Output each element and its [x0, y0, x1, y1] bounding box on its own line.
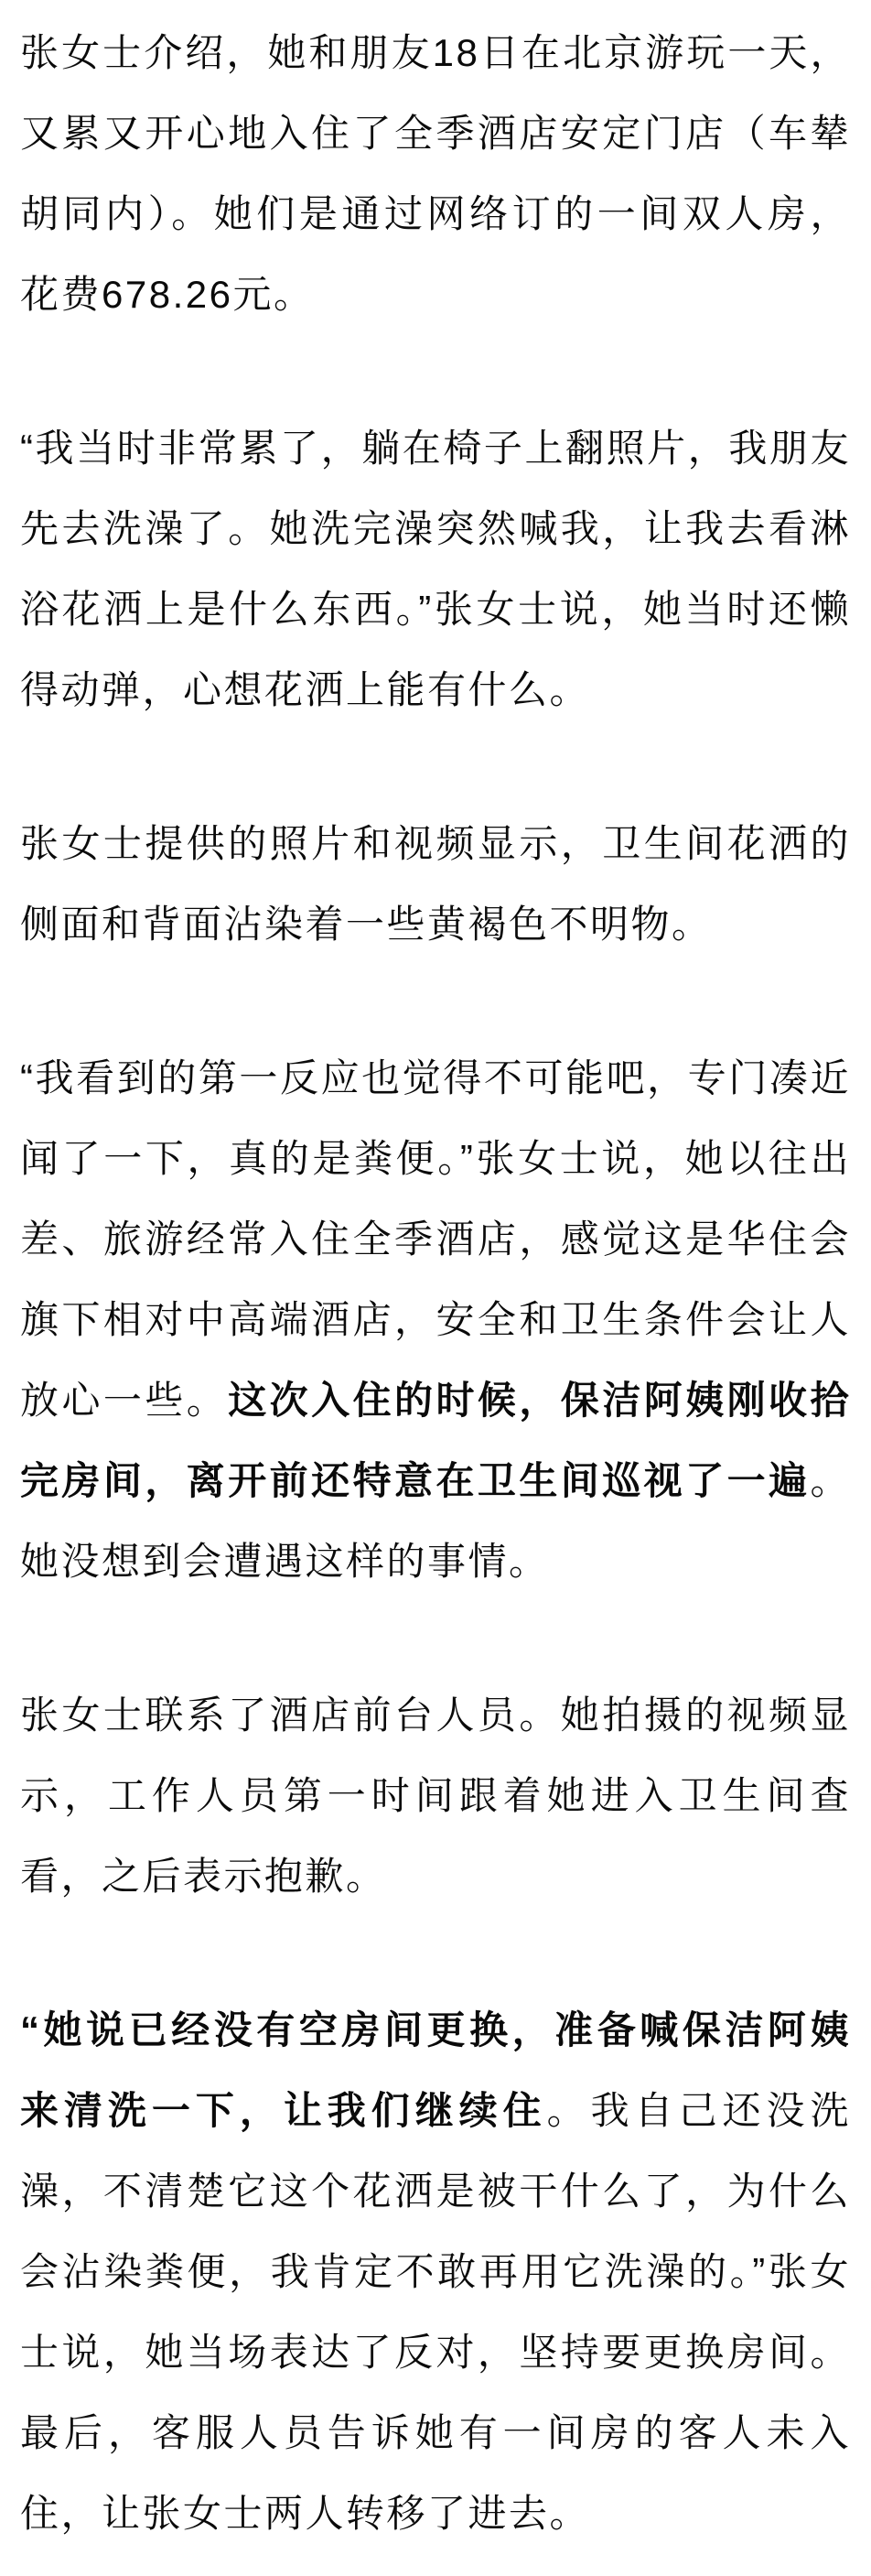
paragraph — [20, 1990, 851, 2554]
paragraph — [20, 13, 851, 335]
text-run: 张女士提供的照片和视频显示，卫生间花洒的侧面和背面沾染着一些黄褐色不明物。 — [20, 822, 851, 946]
text-run: 张女士联系了酒店前台人员。她拍摄的视频显示，工作人员第一时间跟着她进入卫生间查看，之后表示抱歉。 — [20, 1694, 851, 1898]
text-run: “我当时非常累了，躺在椅子上翻照片，我朋友先去洗澡了。她洗完澡突然喊我，让我去看淋浴花洒上是什么东西。”张女士说，她当时还懒得动弹，心想花洒上能有什么。 — [20, 427, 851, 711]
paragraph — [20, 1675, 851, 1917]
paragraph — [20, 408, 851, 731]
bold-text-run: “她说已经没有空房间更换，准备喊保洁阿姨来清洗一下，让我们继续住 — [20, 2008, 851, 2132]
text-run: 。我自己还没洗澡，不清楚它这个花洒是被干什么了，为什么会沾染粪便，我肯定不敢再用它洗澡的。”张女士说，她当场表达了反对，坚持要更换房间。最后，客服人员告诉她有一间房的客人未入住，让张女士两人转移了进去。 — [20, 2089, 851, 2535]
paragraph — [20, 804, 851, 965]
text-run: 。她没想到会遭遇这样的事情。 — [20, 1459, 851, 1583]
text-run: 张女士介绍，她和朋友18日在北京游玩一天，又累又开心地入住了全季酒店安定门店（车辇胡同内）。她们是通过网络订的一间双人房，花费678.26元。 — [20, 31, 851, 316]
paragraph — [20, 1038, 851, 1602]
bold-text-run: 这次入住的时候，保洁阿姨刚收拾完房间，离开前还特意在卫生间巡视了一遍 — [20, 1379, 851, 1502]
text-run: “我看到的第一反应也觉得不可能吧，专门凑近闻了一下，真的是粪便。”张女士说，她以往出差、旅游经常入住全季酒店，感觉这是华住会旗下相对中高端酒店，安全和卫生条件会让人放心一些。 — [20, 1056, 851, 1422]
